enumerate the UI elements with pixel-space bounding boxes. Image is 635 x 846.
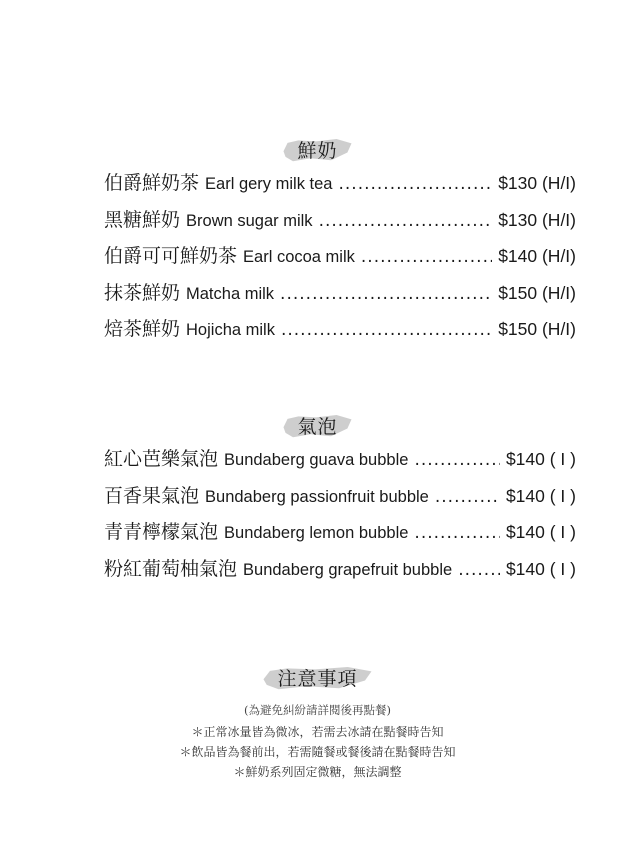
menu-item bbox=[104, 205, 576, 242]
section-title-text: 注意事項 bbox=[277, 668, 358, 690]
dot-leader bbox=[414, 523, 500, 543]
menu-item bbox=[104, 554, 576, 591]
item-name-zh: 伯爵鮮奶茶 bbox=[104, 172, 200, 194]
item-name-en: Hojicha milk bbox=[186, 321, 275, 339]
menu-item bbox=[104, 278, 576, 315]
item-price: $140 ( I ) bbox=[505, 522, 576, 542]
note-line: ＊鮮奶系列固定微糖，無法調整 bbox=[233, 765, 402, 779]
item-name-en: Bundaberg lemon bubble bbox=[224, 524, 409, 542]
notes-block bbox=[0, 700, 635, 782]
menu-item bbox=[104, 481, 576, 518]
dot-leader bbox=[319, 211, 493, 231]
milk-menu-list bbox=[104, 168, 576, 351]
item-price: $140 ( I ) bbox=[505, 558, 576, 579]
dot-leader bbox=[435, 487, 500, 507]
menu-item bbox=[104, 241, 576, 278]
item-name-en: Brown sugar milk bbox=[186, 211, 313, 230]
note-line: ＊正常冰量皆為微冰，若需去冰請在點餐時告知 bbox=[191, 725, 444, 739]
notes-subtitle: (為避免糾紛請詳閱後再點餐) bbox=[244, 703, 391, 717]
item-name-zh: 紅心芭樂氣泡 bbox=[104, 448, 219, 470]
item-name-zh: 伯爵可可鮮奶茶 bbox=[104, 245, 238, 267]
item-name-en: Bundaberg grapefruit bubble bbox=[243, 560, 453, 579]
dot-leader bbox=[281, 320, 492, 340]
item-price: $150 (H/I) bbox=[498, 319, 576, 339]
section-title-bubble bbox=[0, 410, 635, 441]
dot-leader bbox=[361, 247, 492, 267]
menu-item bbox=[104, 314, 576, 351]
item-name-zh: 黑糖鮮奶 bbox=[104, 208, 181, 231]
dot-leader bbox=[280, 284, 492, 304]
item-name-en: Bundaberg guava bubble bbox=[224, 451, 409, 469]
item-price: $140 ( I ) bbox=[505, 449, 576, 469]
item-name-en: Earl cocoa milk bbox=[243, 248, 355, 266]
menu-item bbox=[104, 168, 576, 205]
bubble-menu-list bbox=[104, 444, 576, 590]
menu-item bbox=[104, 517, 576, 554]
item-price: $130 (H/I) bbox=[498, 173, 576, 193]
item-name-zh: 粉紅葡萄柚氣泡 bbox=[104, 557, 238, 580]
item-price: $150 (H/I) bbox=[498, 282, 576, 303]
item-name-zh: 焙茶鮮奶 bbox=[104, 318, 181, 340]
item-name-en: Bundaberg passionfruit bubble bbox=[205, 487, 429, 506]
section-title-text: 氣泡 bbox=[297, 416, 338, 438]
item-name-en: Earl gery milk tea bbox=[205, 175, 333, 193]
item-price: $140 (H/I) bbox=[498, 246, 576, 266]
item-name-zh: 百香果氣泡 bbox=[104, 484, 200, 507]
item-price: $140 ( I ) bbox=[505, 485, 576, 506]
section-title-text: 鮮奶 bbox=[297, 140, 338, 162]
section-title-notes bbox=[0, 662, 635, 693]
item-price: $130 (H/I) bbox=[498, 209, 576, 230]
dot-leader bbox=[338, 174, 492, 194]
item-name-en: Matcha milk bbox=[186, 284, 275, 303]
dot-leader bbox=[414, 450, 500, 470]
menu-item bbox=[104, 444, 576, 481]
dot-leader bbox=[458, 560, 500, 580]
item-name-zh: 抹茶鮮奶 bbox=[104, 281, 181, 304]
item-name-zh: 青青檸檬氣泡 bbox=[104, 521, 219, 543]
section-title-milk bbox=[0, 134, 635, 165]
note-line: ＊飲品皆為餐前出，若需隨餐或餐後請在點餐時告知 bbox=[179, 745, 456, 759]
